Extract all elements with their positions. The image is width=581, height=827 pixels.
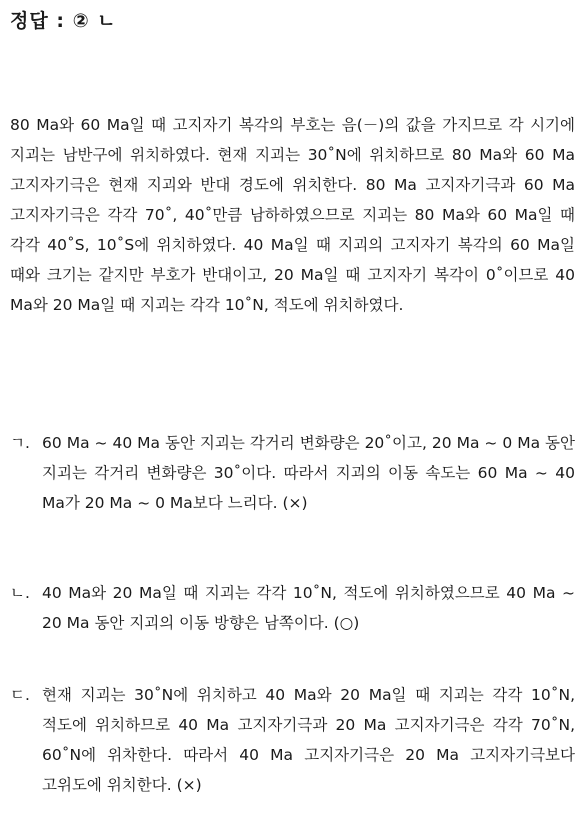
choice-text: 40 Ma와 20 Ma일 때 지괴는 각각 10˚N, 적도에 위치하였으므로 40 Ma ~ 20 Ma 동안 지괴의 이동 방향은 남쪽이다. (○) bbox=[42, 584, 575, 632]
choice-text: 현재 지괴는 30˚N에 위치하고 40 Ma와 20 Ma일 때 지괴는 각각 10˚N, 적도에 위치하므로 40 Ma 고지자기극과 20 Ma 고지자기극은 각각 70˚N, 60˚N에 위차한다. 따라서 40 Ma 고지자기극은 20 Ma 고지자기극보다 고위도에 위치한다. (×) bbox=[42, 686, 575, 794]
answer-line bbox=[10, 6, 117, 33]
answer-letters: ㄴ bbox=[97, 10, 117, 32]
choice-mark: ㄷ. bbox=[10, 686, 30, 704]
answer-separator: : bbox=[56, 10, 65, 32]
choice-mark: ㄴ. bbox=[10, 584, 30, 602]
choice-item-nieun bbox=[10, 578, 575, 638]
choice-item-giyeok bbox=[10, 428, 575, 518]
choice-text: 60 Ma ~ 40 Ma 동안 지괴는 각거리 변화량은 20˚이고, 20 Ma ~ 0 Ma 동안 지괴는 각거리 변화량은 30˚이다. 따라서 지괴의 이동 속도는 60 Ma ~ 40 Ma가 20 Ma ~ 0 Ma보다 느리다. (×) bbox=[42, 434, 575, 512]
answer-label: 정답 bbox=[10, 10, 49, 32]
answer-choice: ② bbox=[72, 10, 90, 32]
choice-item-digeut bbox=[10, 680, 575, 800]
explanation-paragraph: 80 Ma와 60 Ma일 때 고지자기 복각의 부호는 음(－)의 값을 가지므로 각 시기에 지괴는 남반구에 위치하였다. 현재 지괴는 30˚N에 위치하므로 80 Ma와 60 Ma 고지자기극은 현재 지괴와 반대 경도에 위치한다. 80 Ma 고지자기극과 60 Ma 고지자기극은 각각 70˚, 40˚만큼 남하하였으므로 지괴는 80 Ma와 60 Ma일 때 각각 40˚S, 10˚S에 위치하였다. 40 Ma일 때 지괴의 고지자기 복각의 60 Ma일 때와 크기는 같지만 부호가 반대이고, 20 Ma일 때 고지자기 복각이 0˚이므로 40 Ma와 20 Ma일 때 지괴는 각각 10˚N, 적도에 위치하였다. bbox=[10, 116, 575, 314]
choice-mark: ㄱ. bbox=[10, 434, 30, 452]
